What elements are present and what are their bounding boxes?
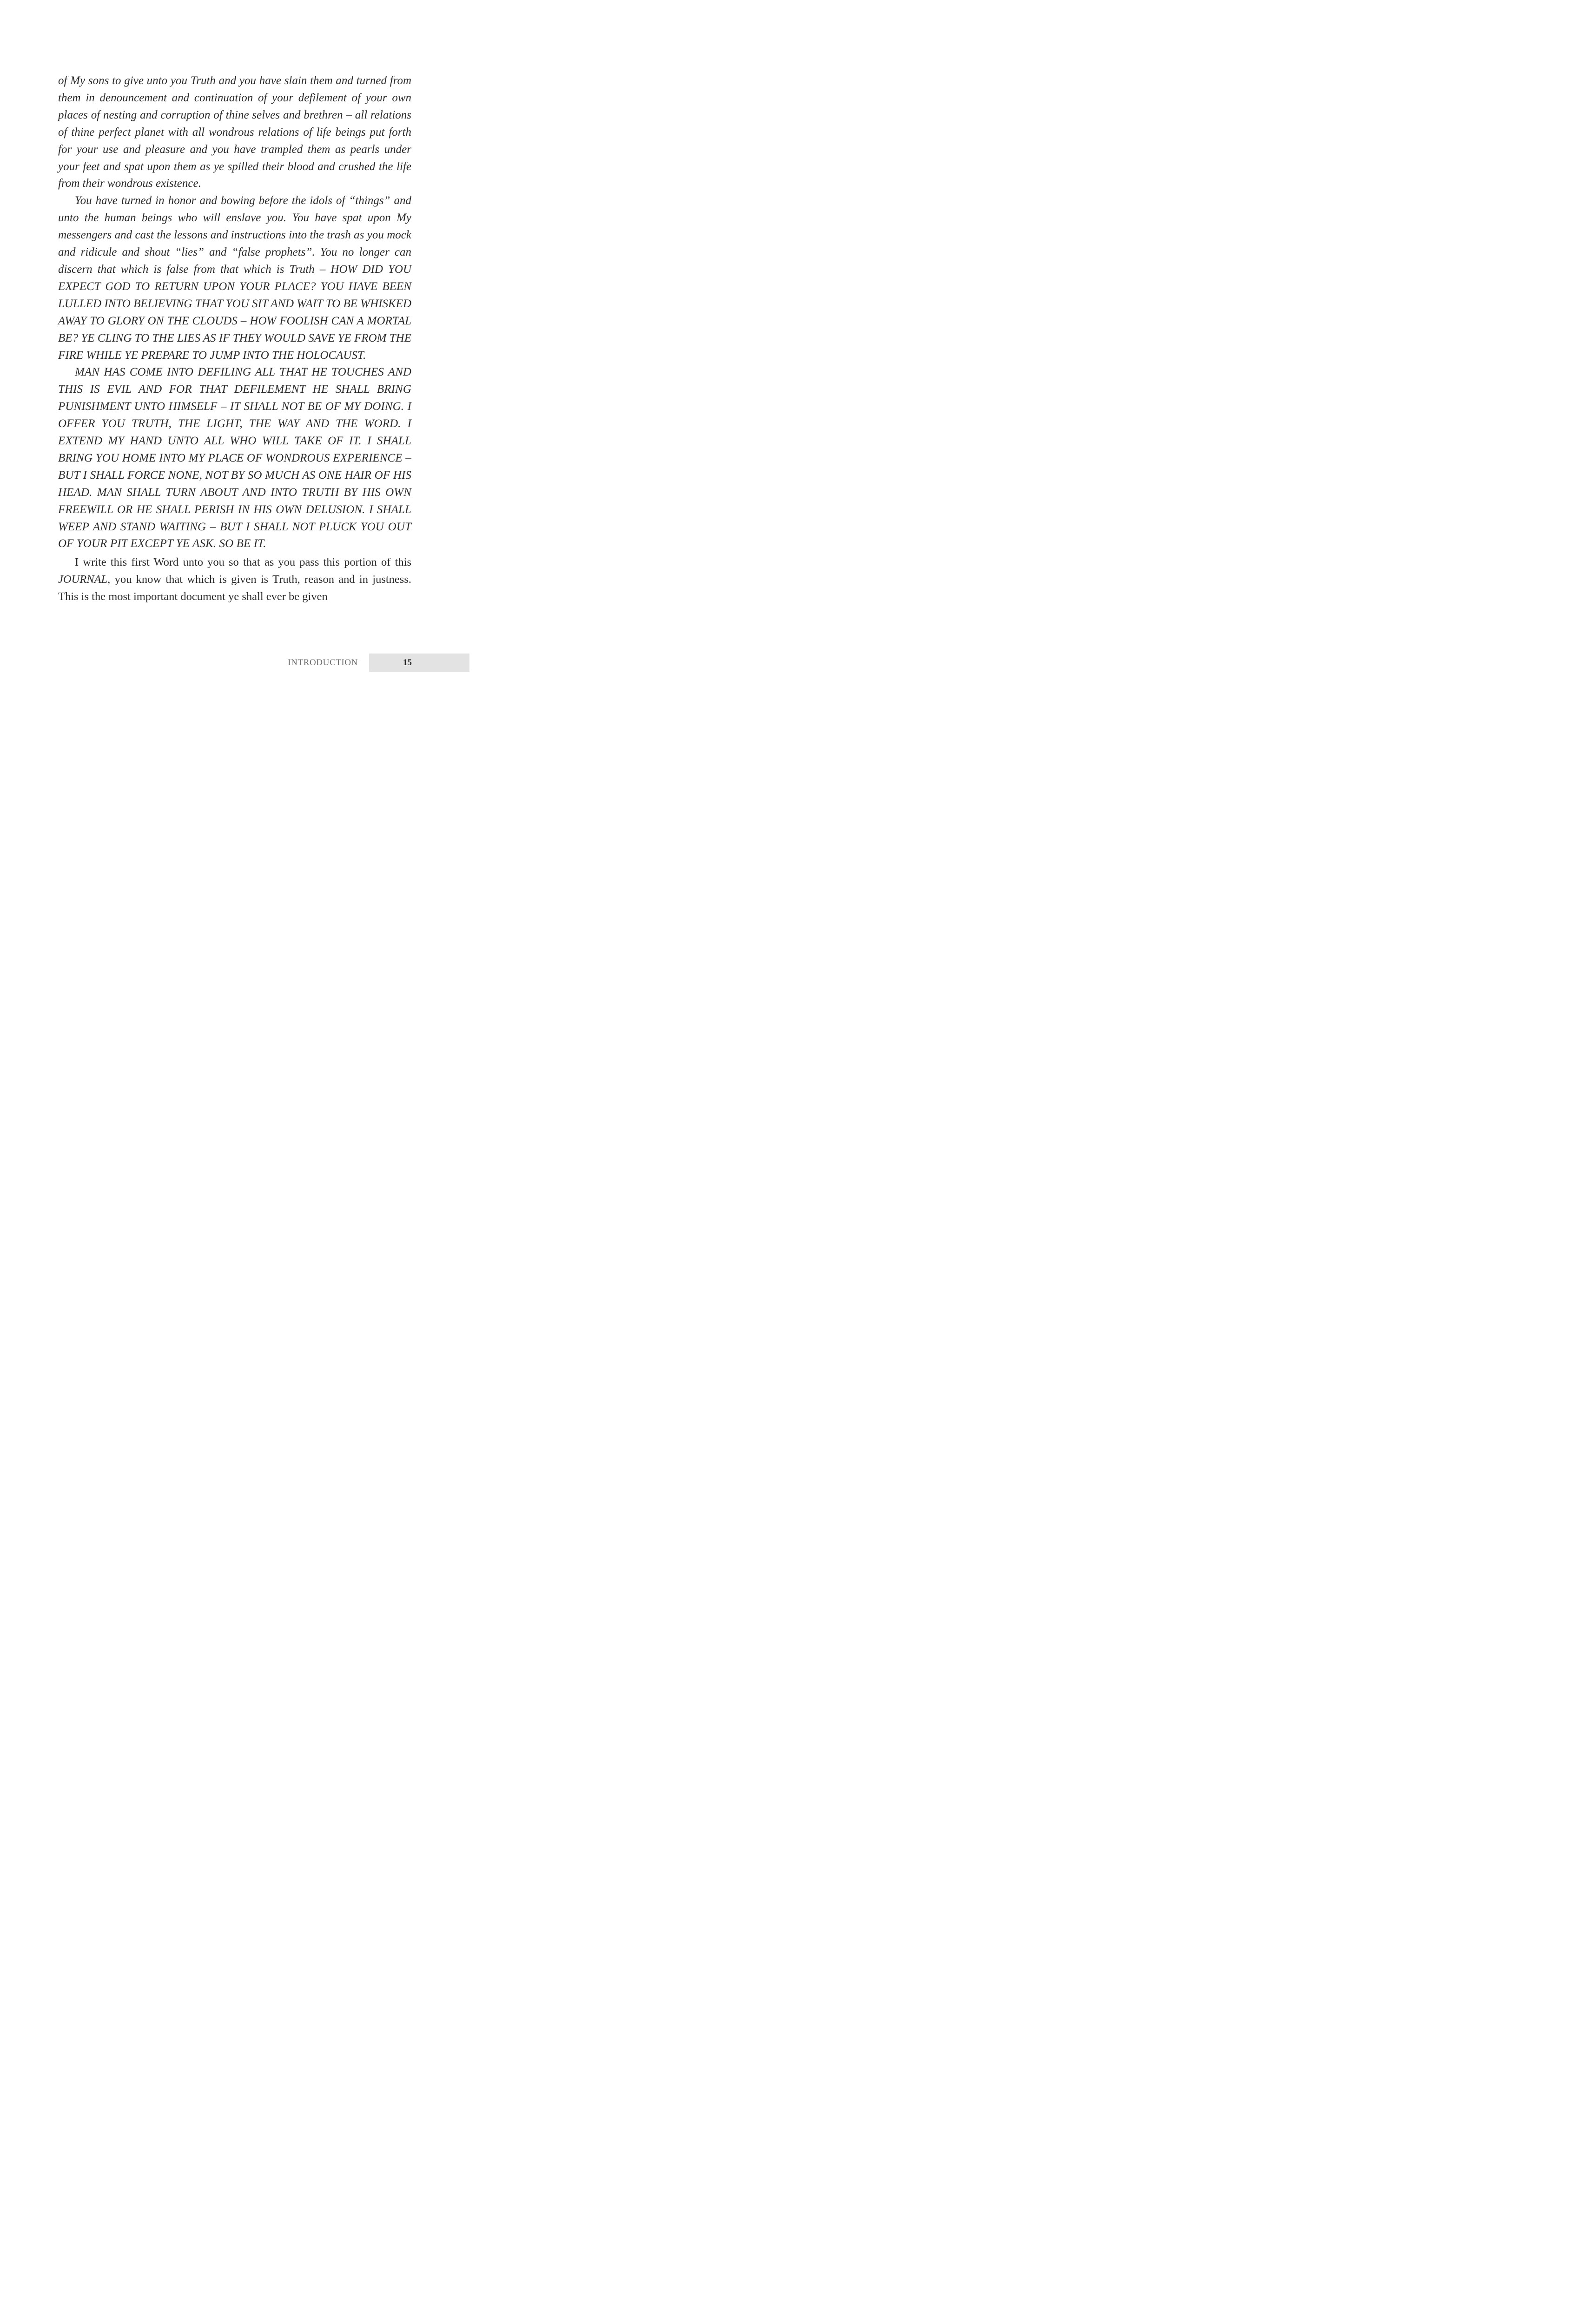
paragraph-1: of My sons to give unto you Truth and you have slain them and turned from them in denouncement and continuation of your defilement of your own places of nesting and corruption of thine selves and brethren – all relations of thine perfect planet with all wondrous relations of life beings put forth for your use and pleasure and you have trampled them as pearls under your feet and spat upon them as ye spilled their blood and crushed the life from their wondrous existence.	[58, 74, 411, 190]
paragraph-4-lead: I write this first Word unto you so that as you pass this portion of this	[75, 556, 411, 569]
paragraph-4-rest: , you know that which is given is Truth, reason and in justness. This is the most important document ye shall ever be given	[58, 573, 411, 603]
paragraph-4	[58, 554, 411, 605]
journal-title: JOURNAL	[58, 573, 108, 586]
book-page	[0, 0, 476, 714]
page-number: 15	[403, 658, 412, 667]
paragraph-2: You have turned in honor and bowing before the idols of “things” and unto the human beings who will enslave you. You have spat upon My messengers and cast the lessons and instructions into the trash as you mock and ridicule and shout “lies” and “false prophets”. You no longer can discern that which is false from that which is Truth – HOW DID YOU EXPECT GOD TO RETURN UPON YOUR PLACE? YOU HAVE BEEN LULLED INTO BELIEVING THAT YOU SIT AND WAIT TO BE WHISKED AWAY TO GLORY ON THE CLOUDS – HOW FOOLISH CAN A MORTAL BE? YE CLING TO THE LIES AS IF THEY WOULD SAVE YE FROM THE FIRE WHILE YE PREPARE TO JUMP INTO THE HOLOCAUST.	[58, 194, 411, 362]
paragraph-3: MAN HAS COME INTO DEFILING ALL THAT HE TOUCHES AND THIS IS EVIL AND FOR THAT DEFILEMENT HE SHALL BRING PUNISHMENT UNTO HIMSELF – IT SHALL NOT BE OF MY DOING. I OFFER YOU TRUTH, THE LIGHT, THE WAY AND THE WORD. I EXTEND MY HAND UNTO ALL WHO WILL TAKE OF IT. I SHALL BRING YOU HOME INTO MY PLACE OF WONDROUS EXPERIENCE – BUT I SHALL FORCE NONE, NOT BY SO MUCH AS ONE HAIR OF HIS HEAD. MAN SHALL TURN ABOUT AND INTO TRUTH BY HIS OWN FREEWILL OR HE SHALL PERISH IN HIS OWN DELUSION. I SHALL WEEP AND STAND WAITING – BUT I SHALL NOT PLUCK YOU OUT OF YOUR PIT EXCEPT YE ASK. SO BE IT.	[58, 366, 411, 550]
folio-box	[369, 654, 469, 672]
running-head: INTRODUCTION	[288, 658, 358, 667]
page-footer	[0, 654, 476, 672]
body-text	[58, 73, 411, 605]
